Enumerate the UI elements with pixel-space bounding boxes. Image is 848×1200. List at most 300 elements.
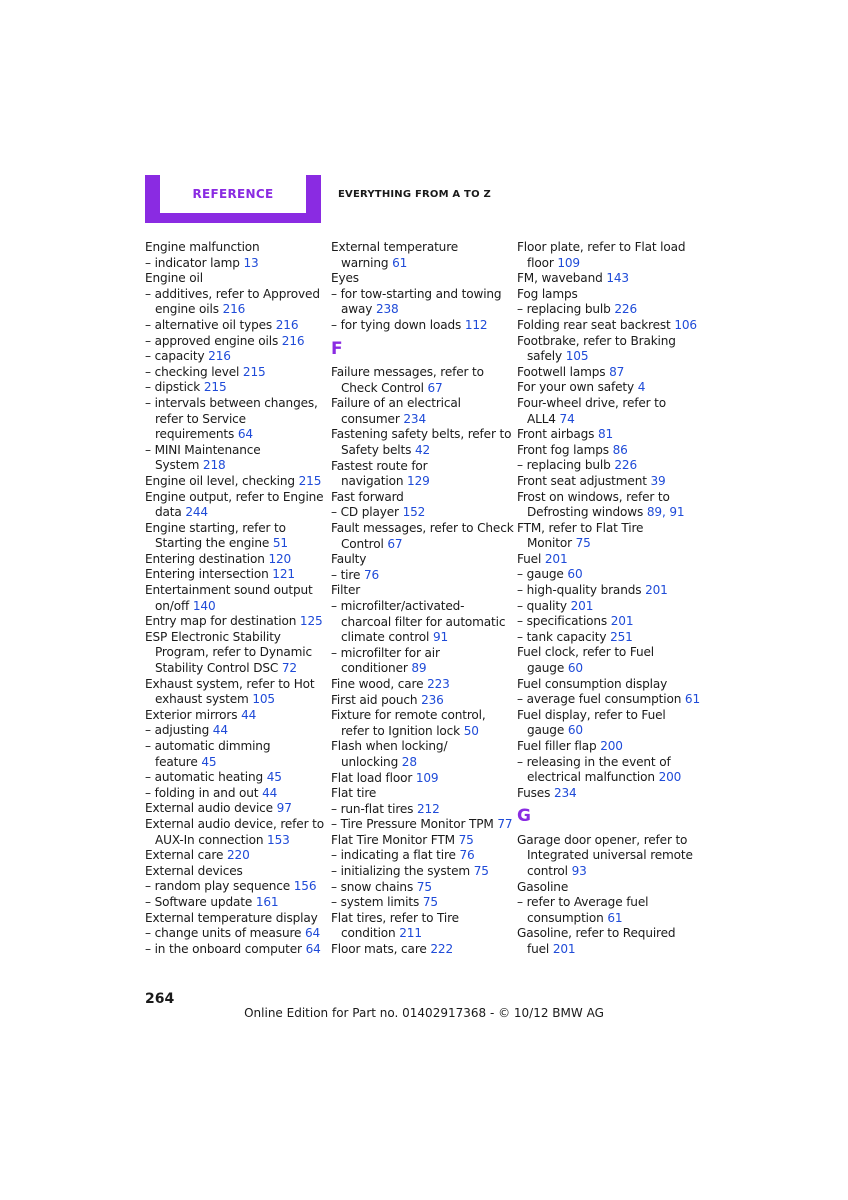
index-entry xyxy=(517,521,695,537)
page-reference-link[interactable]: 64 xyxy=(305,926,321,941)
page-reference-link[interactable]: 244 xyxy=(185,505,208,520)
index-entry xyxy=(517,786,695,802)
page-reference-link[interactable]: 251 xyxy=(610,629,633,644)
index-entry xyxy=(145,443,323,459)
page-reference-link[interactable]: 234 xyxy=(403,411,427,426)
index-entry xyxy=(331,521,514,537)
index-entry-text: – for tying down loads xyxy=(331,317,465,332)
page-reference-link[interactable]: 76 xyxy=(363,567,380,582)
index-entry-text: requirements xyxy=(155,427,238,442)
page-reference-link[interactable]: 201 xyxy=(570,598,594,613)
index-entry xyxy=(331,693,509,709)
index-entry xyxy=(517,614,695,630)
page-reference-link[interactable]: 75 xyxy=(416,879,432,894)
index-entry xyxy=(517,599,695,615)
page-reference-link[interactable]: 28 xyxy=(401,754,417,769)
index-entry xyxy=(517,443,695,459)
index-entry xyxy=(145,380,323,396)
index-entry xyxy=(145,240,323,256)
index-entry xyxy=(145,334,323,350)
page-reference-link[interactable]: 201 xyxy=(610,614,634,629)
index-entry-text: AUX-In connection xyxy=(155,832,268,847)
index-entry-text: Exhaust system, refer to Hot xyxy=(145,676,315,691)
index-entry-text: Engine oil xyxy=(145,271,203,286)
page-reference-link[interactable]: 215 xyxy=(203,380,227,395)
page-reference-link[interactable]: 45 xyxy=(266,770,282,785)
index-entry xyxy=(145,318,323,334)
page-reference-link[interactable]: 153 xyxy=(267,832,290,847)
index-entry xyxy=(331,817,513,833)
index-entry-text: Fine wood, care xyxy=(331,676,428,691)
index-entry-continuation xyxy=(145,755,323,771)
index-entry-text: gauge xyxy=(527,723,568,738)
index-entry-text: on/off xyxy=(155,598,193,613)
index-entry-text: Flat tire xyxy=(331,786,377,801)
page-reference-link[interactable]: 61 xyxy=(607,910,623,925)
index-entry-continuation xyxy=(145,536,323,552)
index-entry-continuation xyxy=(145,645,323,661)
index-entry xyxy=(517,630,695,646)
index-entry-text: Check Control xyxy=(341,380,428,395)
page-reference-link[interactable]: 238 xyxy=(375,302,399,317)
index-entry xyxy=(331,318,509,334)
index-entry xyxy=(331,427,512,443)
index-entry-text: Fault messages, refer to Check xyxy=(331,521,514,535)
page-reference-link[interactable]: 76 xyxy=(459,848,475,863)
index-entry xyxy=(145,786,323,802)
index-entry-continuation xyxy=(145,458,323,474)
page-reference-link[interactable]: 97 xyxy=(276,801,292,816)
page-reference-link[interactable]: 201 xyxy=(645,583,668,598)
index-entry xyxy=(331,459,509,475)
index-entry-text: Fastening safety belts, refer to xyxy=(331,427,512,442)
page-reference-link[interactable]: 75 xyxy=(422,895,438,910)
index-entry-text: ESP Electronic Stability xyxy=(145,629,281,644)
index-entry-text: safely xyxy=(527,349,566,364)
index-entry-text: consumption xyxy=(527,910,608,925)
page-reference-link[interactable]: 109 xyxy=(557,255,580,270)
page-reference-link[interactable]: 201 xyxy=(544,551,568,566)
page-reference-link[interactable]: 67 xyxy=(427,380,443,395)
index-entry-continuation xyxy=(145,302,323,318)
index-entry xyxy=(517,396,695,412)
index-entry-text: away xyxy=(341,302,376,317)
page-reference-link[interactable]: 39 xyxy=(650,473,666,488)
index-entry-continuation xyxy=(517,349,695,365)
index-entry xyxy=(145,630,323,646)
page-reference-link[interactable]: 61 xyxy=(392,255,408,270)
index-entry xyxy=(331,490,509,506)
index-entry-text: exhaust system xyxy=(155,692,253,707)
page-reference-link[interactable]: 112 xyxy=(464,317,488,332)
page-reference-link[interactable]: 42 xyxy=(414,443,431,458)
index-entry xyxy=(145,677,323,693)
index-entry-text: Entry map for destination xyxy=(145,614,300,629)
index-entry xyxy=(145,708,323,724)
index-entry-text: – intervals between changes, xyxy=(145,395,318,410)
index-entry-text: – change units of measure xyxy=(145,926,306,941)
page-reference-link[interactable]: 77 xyxy=(497,817,513,832)
index-entry-continuation xyxy=(331,724,509,740)
page-reference-link[interactable]: 45 xyxy=(201,754,217,769)
index-entry-text: – tank capacity xyxy=(517,629,611,644)
index-entry-text: Front seat adjustment xyxy=(517,473,651,488)
index-column-1 xyxy=(145,240,323,957)
page-reference-link[interactable]: 215 xyxy=(298,473,322,488)
index-entry xyxy=(331,802,509,818)
index-entry-text: – alternative oil types xyxy=(145,317,276,332)
index-entry-continuation xyxy=(145,505,323,521)
index-entry xyxy=(331,942,509,958)
index-entry xyxy=(145,583,323,599)
index-entry-text: warning xyxy=(341,255,393,270)
index-entry-text: Floor mats, care xyxy=(331,942,431,957)
page-reference-link[interactable]: 81 xyxy=(598,427,614,442)
page-number: 264 xyxy=(145,991,175,1007)
index-entry-text: – refer to Average fuel xyxy=(517,895,649,910)
index-entry-text: Engine output, refer to Engine xyxy=(145,489,324,504)
index-entry-text: gauge xyxy=(527,661,568,676)
page-reference-link[interactable]: 216 xyxy=(222,302,246,317)
index-entry xyxy=(517,240,695,256)
index-entry-text: Control xyxy=(341,536,388,551)
index-entry-text: Fuses xyxy=(517,785,554,800)
index-entry-text: – snow chains xyxy=(331,879,417,894)
index-entry-text: – releasing in the event of xyxy=(517,754,671,769)
index-entry-text: – replacing bulb xyxy=(517,458,615,473)
index-entry xyxy=(331,739,509,755)
index-entry-text: Entering destination xyxy=(145,551,269,566)
index-entry xyxy=(331,287,509,303)
index-entry xyxy=(331,599,509,615)
index-entry xyxy=(517,458,695,474)
page-reference-link[interactable]: 44 xyxy=(262,785,278,800)
index-entry-text: Faulty xyxy=(331,552,367,567)
index-entry xyxy=(331,646,509,662)
index-entry-text: Starting the engine xyxy=(155,536,273,551)
page-reference-link[interactable]: 109 xyxy=(415,770,439,785)
index-entry-text: consumer xyxy=(341,411,404,426)
index-entry xyxy=(517,380,695,396)
index-entry-continuation xyxy=(331,302,509,318)
index-entry xyxy=(145,770,323,786)
index-entry xyxy=(331,864,509,880)
index-entry-text: Floor plate, refer to Flat load xyxy=(517,240,686,254)
index-entry xyxy=(331,848,509,864)
index-entry-text: Fastest route for xyxy=(331,458,428,473)
index-entry-text: FTM, refer to Flat Tire xyxy=(517,520,644,535)
page-reference-link[interactable]: 211 xyxy=(399,926,422,941)
index-entry-continuation xyxy=(517,848,695,864)
index-entry-text: – Software update xyxy=(145,894,256,909)
index-entry-continuation xyxy=(145,412,323,428)
index-entry xyxy=(517,552,695,568)
index-entry-text: – MINI Maintenance xyxy=(145,442,261,457)
page-reference-link[interactable]: 212 xyxy=(417,801,440,816)
page-reference-link[interactable]: 75 xyxy=(458,832,474,847)
index-entry-continuation xyxy=(145,427,323,443)
index-entry-text: – adjusting xyxy=(145,723,213,738)
index-entry-text: Flat load floor xyxy=(331,770,416,785)
index-entry-text: navigation xyxy=(341,474,408,489)
index-entry-text: – system limits xyxy=(331,895,423,910)
index-entry xyxy=(517,895,695,911)
index-entry-text: Engine starting, refer to xyxy=(145,520,286,535)
index-entry xyxy=(331,833,509,849)
page-reference-link[interactable]: 200 xyxy=(658,770,682,785)
page-reference-link[interactable]: 125 xyxy=(299,614,323,629)
page-reference-link[interactable]: 86 xyxy=(612,442,628,457)
page-reference-link[interactable]: 44 xyxy=(212,723,228,738)
index-entry-text: External audio device, refer to xyxy=(145,816,324,831)
page-reference-link[interactable]: 218 xyxy=(202,458,226,473)
index-entry-text: – run-flat tires xyxy=(331,801,418,816)
index-entry xyxy=(145,567,323,583)
index-entry xyxy=(517,645,695,661)
index-entry-continuation xyxy=(331,443,509,459)
index-column-3 xyxy=(517,240,701,958)
page-reference-link[interactable]: 226 xyxy=(614,302,637,317)
index-entry-continuation xyxy=(517,505,695,521)
index-entry xyxy=(145,490,323,506)
index-entry xyxy=(517,474,695,490)
index-entry-text: – microfilter for air xyxy=(331,645,440,660)
index-entry-continuation xyxy=(331,615,509,631)
index-entry xyxy=(517,490,695,506)
index-entry xyxy=(517,692,701,708)
index-entry xyxy=(145,926,323,942)
index-entry-text: Eyes xyxy=(331,271,359,286)
page-reference-link[interactable]: 220 xyxy=(226,848,250,863)
index-entry xyxy=(517,302,695,318)
index-entry-text: unlocking xyxy=(341,754,402,769)
page-reference-link[interactable]: 140 xyxy=(192,598,216,613)
index-entry-text: – indicator lamp xyxy=(145,255,244,270)
index-entry-text: – microfilter/activated- xyxy=(331,598,465,613)
index-entry xyxy=(145,739,323,755)
index-entry-text: Flat Tire Monitor FTM xyxy=(331,832,459,847)
index-entry-text: Engine oil level, checking xyxy=(145,473,299,488)
section-label: REFERENCE xyxy=(192,187,274,201)
page-reference-link[interactable]: 51 xyxy=(272,536,288,551)
page-reference-link[interactable]: 106 xyxy=(674,317,697,332)
index-entry-text: External temperature xyxy=(331,240,459,254)
index-entry-continuation xyxy=(145,661,323,677)
index-entry-text: Entering intersection xyxy=(145,567,273,582)
index-entry xyxy=(331,708,509,724)
index-entry xyxy=(145,723,323,739)
index-entry-continuation xyxy=(517,770,695,786)
index-entry-text: – random play sequence xyxy=(145,879,294,894)
index-entry xyxy=(331,583,509,599)
index-entry xyxy=(517,318,695,334)
index-entry-text: Defrosting windows xyxy=(527,505,647,520)
page-reference-link[interactable]: 105 xyxy=(252,692,275,707)
index-entry xyxy=(331,911,509,927)
page-reference-link[interactable]: 75 xyxy=(575,536,591,551)
index-entry-continuation xyxy=(331,755,509,771)
index-entry xyxy=(331,396,509,412)
index-entry xyxy=(331,552,509,568)
index-entry xyxy=(145,895,323,911)
index-entry-text: – folding in and out xyxy=(145,785,263,800)
index-entry-text: Gasoline, refer to Required xyxy=(517,926,676,941)
index-entry xyxy=(331,677,509,693)
page-reference-link[interactable]: 216 xyxy=(275,317,299,332)
page-reference-link[interactable]: 161 xyxy=(255,894,279,909)
index-entry-continuation xyxy=(331,537,509,553)
page-reference-link[interactable]: 13 xyxy=(243,255,259,270)
index-entry xyxy=(145,365,323,381)
index-entry-text: – checking level xyxy=(145,364,243,379)
index-entry-text: engine oils xyxy=(155,302,223,317)
index-entry-text: Entertainment sound output xyxy=(145,583,313,598)
index-entry-text: Fast forward xyxy=(331,489,404,504)
index-entry xyxy=(145,287,323,303)
index-entry xyxy=(331,505,509,521)
index-entry-text: Fuel display, refer to Fuel xyxy=(517,707,666,722)
index-entry-continuation xyxy=(331,381,509,397)
page-reference-link[interactable]: 4 xyxy=(637,380,646,395)
index-entry-text: – automatic heating xyxy=(145,770,267,785)
page-reference-link[interactable]: 89 xyxy=(411,661,427,676)
index-entry-text: Program, refer to Dynamic xyxy=(155,645,312,660)
index-entry-text: Failure of an electrical xyxy=(331,396,461,411)
index-entry-text: electrical malfunction xyxy=(527,770,659,785)
page-reference-link[interactable]: 226 xyxy=(614,458,637,473)
index-entry-continuation xyxy=(331,630,509,646)
index-entry xyxy=(145,349,323,365)
page-reference-link[interactable]: 74 xyxy=(559,411,575,426)
page-reference-link[interactable]: 72 xyxy=(281,661,297,676)
index-entry-continuation xyxy=(517,661,695,677)
index-entry xyxy=(145,271,323,287)
page-reference-link[interactable]: 93 xyxy=(571,864,587,879)
index-entry-text: Fuel consumption display xyxy=(517,676,668,691)
index-entry-text: Folding rear seat backrest xyxy=(517,317,675,332)
index-entry-text: conditioner xyxy=(341,661,412,676)
page-reference-link[interactable]: 87 xyxy=(609,364,625,379)
index-entry-text: ALL4 xyxy=(527,411,560,426)
page-reference-link[interactable]: 216 xyxy=(208,349,231,364)
index-entry-continuation xyxy=(145,692,323,708)
index-entry xyxy=(145,911,323,927)
index-entry xyxy=(517,427,695,443)
index-entry-continuation xyxy=(331,926,509,942)
index-entry-continuation xyxy=(517,911,695,927)
index-entry xyxy=(517,271,695,287)
index-entry-text: Engine malfunction xyxy=(145,240,260,254)
index-entry-text: – capacity xyxy=(145,349,209,364)
index-entry xyxy=(145,817,323,833)
index-entry-continuation xyxy=(517,942,695,958)
index-entry xyxy=(517,739,695,755)
page-reference-link[interactable]: 64 xyxy=(237,427,253,442)
index-entry xyxy=(331,271,509,287)
index-entry-text: – replacing bulb xyxy=(517,302,615,317)
index-entry-text: – gauge xyxy=(517,567,568,582)
page-reference-link[interactable]: 215 xyxy=(242,364,266,379)
page-reference-link[interactable]: 44 xyxy=(241,707,257,722)
index-entry-text: – CD player xyxy=(331,505,403,520)
index-entry xyxy=(331,568,509,584)
page-reference-link[interactable]: 216 xyxy=(281,333,305,348)
index-entry-text: control xyxy=(527,864,572,879)
index-entry-text: – quality xyxy=(517,598,571,613)
index-entry xyxy=(517,708,695,724)
index-entry-text: Flat tires, refer to Tire xyxy=(331,910,459,925)
page-reference-link[interactable]: 120 xyxy=(268,551,292,566)
index-entry xyxy=(145,396,323,412)
section-tab-inner xyxy=(160,175,306,213)
page-reference-link[interactable]: 60 xyxy=(567,723,583,738)
index-entry xyxy=(517,677,695,693)
page-reference-link[interactable]: 75 xyxy=(473,864,489,879)
page-reference-link[interactable]: 64 xyxy=(305,941,321,956)
index-entry-text: – in the onboard computer xyxy=(145,941,306,956)
index-entry xyxy=(331,786,509,802)
page-reference-link[interactable]: 156 xyxy=(293,879,317,894)
index-entry xyxy=(145,521,323,537)
page-reference-link[interactable]: 152 xyxy=(402,505,426,520)
page-reference-link[interactable]: 223 xyxy=(427,676,450,691)
index-entry-text: Filter xyxy=(331,583,361,598)
page-reference-link[interactable]: 60 xyxy=(567,661,583,676)
page-reference-link[interactable]: 143 xyxy=(606,271,629,286)
index-entry-text: – average fuel consumption xyxy=(517,692,685,707)
index-entry xyxy=(145,801,323,817)
index-entry-text: – high-quality brands xyxy=(517,583,646,598)
index-entry-text: External care xyxy=(145,848,227,863)
page-reference-link[interactable]: 50 xyxy=(463,723,479,738)
page-reference-link[interactable]: 105 xyxy=(565,349,589,364)
page-reference-link[interactable]: 89, 91 xyxy=(646,505,685,520)
page-reference-link[interactable]: 61 xyxy=(684,692,701,707)
index-entry-text: Stability Control DSC xyxy=(155,661,282,676)
page-reference-link[interactable]: 91 xyxy=(432,630,449,645)
page-reference-link[interactable]: 67 xyxy=(387,536,403,551)
index-entry-text: Flash when locking/ xyxy=(331,739,448,754)
page-reference-link[interactable]: 129 xyxy=(407,474,430,489)
index-entry-continuation xyxy=(517,256,695,272)
index-entry-continuation xyxy=(517,864,695,880)
index-entry-continuation xyxy=(331,661,509,677)
index-entry xyxy=(517,287,695,303)
index-section-letter: G xyxy=(517,806,531,827)
index-entry xyxy=(517,926,695,942)
index-entry-text: Safety belts xyxy=(341,443,415,458)
index-entry-continuation xyxy=(331,412,509,428)
section-tab xyxy=(145,175,321,223)
page-reference-link[interactable]: 236 xyxy=(421,692,444,707)
index-entry-text: – Tire Pressure Monitor TPM xyxy=(331,817,498,832)
index-entry-text: – initializing the system xyxy=(331,864,474,879)
index-entry-text: First aid pouch xyxy=(331,692,422,707)
page-reference-link[interactable]: 121 xyxy=(272,567,295,582)
page-reference-link[interactable]: 222 xyxy=(430,942,453,957)
index-entry-text: Front fog lamps xyxy=(517,442,613,457)
index-entry-text: Fuel xyxy=(517,551,545,566)
page-reference-link[interactable]: 200 xyxy=(600,739,623,753)
page-reference-link[interactable]: 60 xyxy=(567,567,583,582)
index-entry xyxy=(145,942,323,958)
index-entry xyxy=(331,365,509,381)
index-entry-text: Front airbags xyxy=(517,427,598,442)
page-reference-link[interactable]: 201 xyxy=(552,942,576,957)
index-entry-text: Frost on windows, refer to xyxy=(517,489,670,504)
page-reference-link[interactable]: 234 xyxy=(553,785,577,800)
index-entry xyxy=(331,895,509,911)
